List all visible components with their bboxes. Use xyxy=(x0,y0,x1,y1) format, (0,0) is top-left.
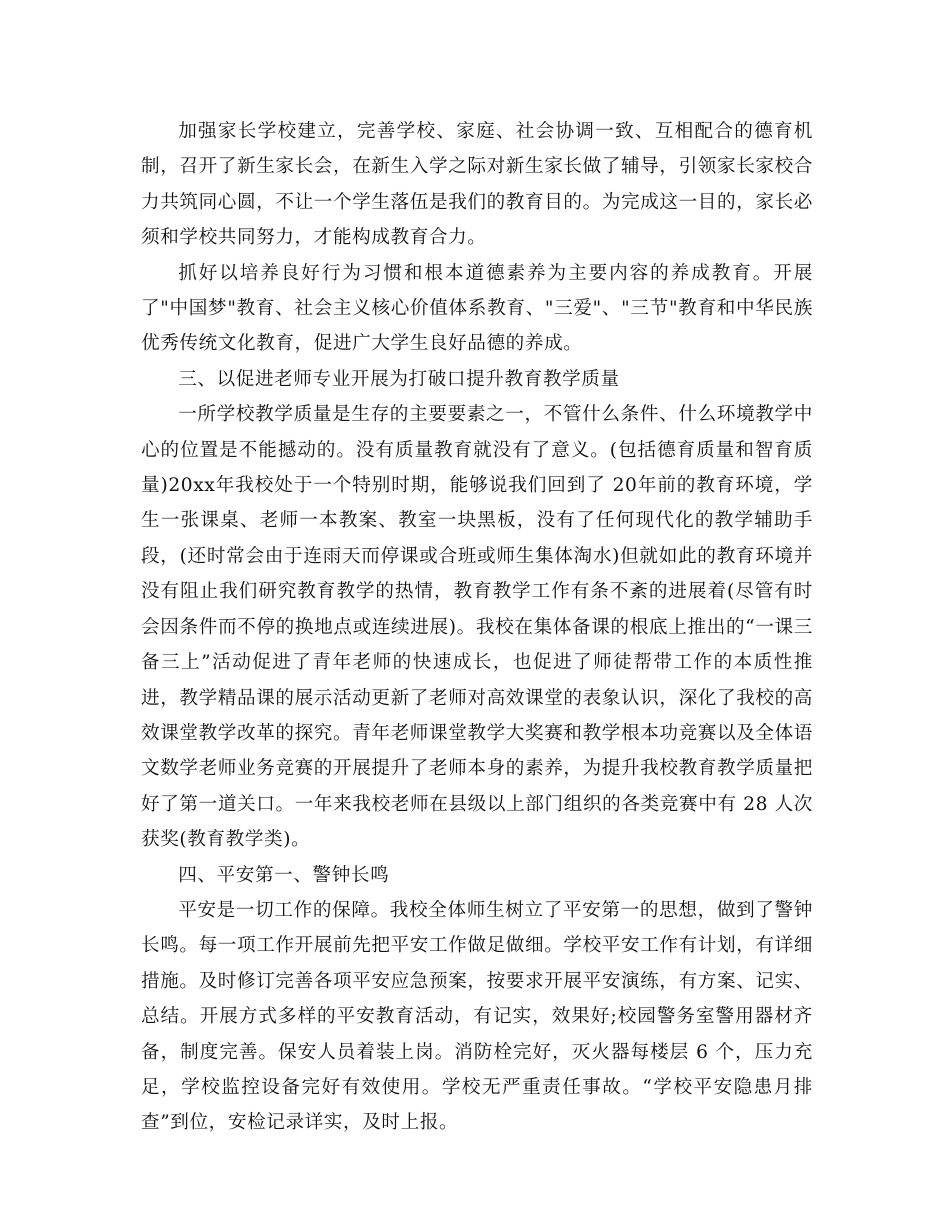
paragraph-safety: 平安是一切工作的保障。我校全体师生树立了平安第一的思想，做到了警钟长鸣。每一项工作开展前先把平安工作做足做细。学校平安工作有计划，有详细措施。及时修订完善各项平安应急预案，按要求开展平安演练，有方案、记实、总结。开展方式多样的平安教育活动，有记实，效果好;校园警务室警用器材齐备，制度完善。保安人员着装上岗。消防栓完好，灭火器每楼层 6 个，压力充足，学校监控设备完好有效使用。学校无严重责任事故。“学校平安隐患月排查”到位，安检记录详实，及时上报。 xyxy=(141,899,813,1134)
paragraph-moral-habits: 抓好以培养良好行为习惯和根本道德素养为主要内容的养成教育。开展了"中国梦"教育、社会主义核心价值体系教育、"三爱"、"三节"教育和中华民族优秀传统文化教育，促进广大学生良好品德的养成。 xyxy=(141,262,813,355)
section-heading-3: 三、以促进老师专业开展为打破口提升教育教学质量 xyxy=(178,368,620,390)
paragraph-parent-school: 加强家长学校建立，完善学校、家庭、社会协调一致、互相配合的德育机制，召开了新生家长会，在新生入学之际对新生家长做了辅导，引领家长家校合力共筑同心圆，不让一个学生落伍是我们的教育目的。为完成这一目的，家长必须和学校共同努力，才能构成教育合力。 xyxy=(141,121,813,249)
section-heading-4: 四、平安第一、警钟长鸣 xyxy=(178,864,390,886)
paragraph-teaching-quality: 一所学校教学质量是生存的主要要素之一，不管什么条件、什么环境教学中心的位置是不能撼动的。没有质量教育就没有了意义。(包括德育质量和智育质量)20xx年我校处于一个特别时期，能够说我们回到了 20年前的教育环境，学生一张课桌、老师一本教案、教室一块黑板，没有了任何现代化的教学辅助手段，(还时常会由于连雨天而停课或合班或师生集体淘水)但就如此的教育环境并没有阻止我们研究教育教学的热情，教育教学工作有条不紊的进展着(尽管有时会因条件而不停的换地点或连续进展)。我校在集体备课的根底上推出的“一课三备三上”活动促进了青年老师的快速成长，也促进了师徒帮带工作的本质性推进，教学精品课的展示活动更新了老师对高效课堂的表象认识，深化了我校的高效课堂教学改革的探究。青年老师课堂教学大奖赛和教学根本功竞赛以及全体语文数学老师业务竞赛的开展提升了老师本身的素养，为提升我校教育教学质量把好了第一道关口。一年来我校老师在县级以上部门组织的各类竞赛中有 28 人次获奖(教育教学类)。 xyxy=(141,404,813,851)
document-body xyxy=(141,114,813,1141)
